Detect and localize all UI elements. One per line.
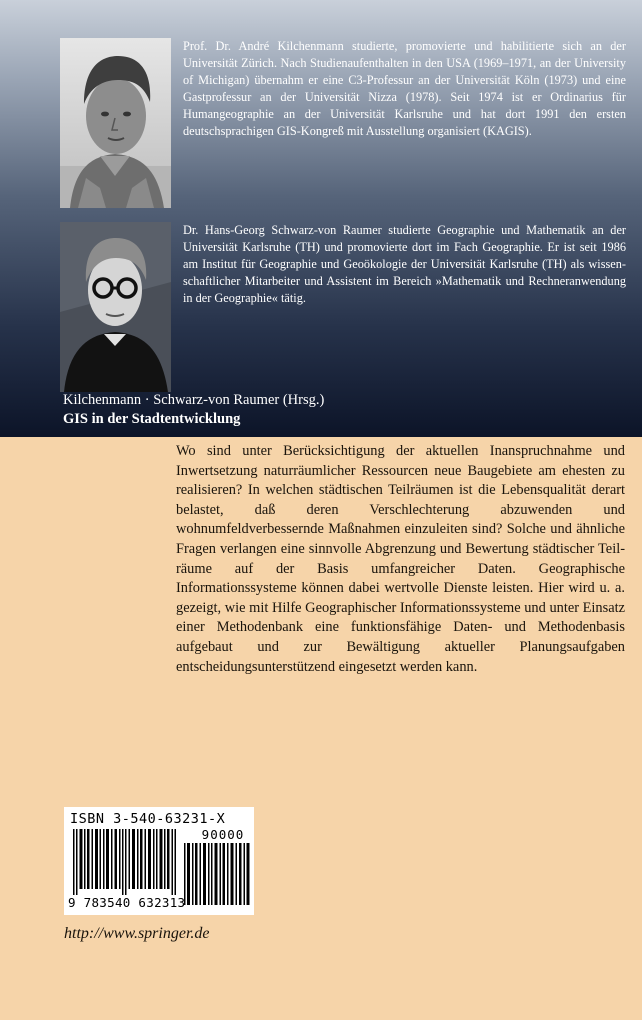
barcode [64, 807, 254, 915]
book-editors: Kilchenmann · Schwarz-von Raumer (Hrsg.) [63, 392, 325, 408]
author1-bio: Prof. Dr. André Kilchenmann studierte, promovierte und habilitierte sich an der Universität Zürich. Nach Studienaufenthalten in den USA (1969–1971, an der University of Michigan) übernahm er eine C3-Professur an der Universität Köln (1973) und eine Gastprofessur an der Universität Nizza (1978). Seit 1974 ist er Ordinarius für Humangeographie an der Universität Karlsruhe und hat dort 1991 den ersten deutschsprachigen GIS-Kongreß mit Ausstellung organisiert (KAGIS). [183, 39, 626, 138]
isbn-label: ISBN 3-540-63231-X [70, 811, 226, 827]
author2-photo [60, 222, 171, 392]
blurb-text: Wo sind unter Berücksichtigung der aktuellen Inanspruchnahme und Inwertsetzung naturräumlicher Ressourcen neue Baugebiete am ehesten zu realisieren? In welchen städtischen Teilräumen ist die Lebensqualität derart belastet, daß deren Verschlechterung abzuwenden und wohnumfeldverbessernde Maßnahmen einzuleiten sind? Solche und ähnliche Fragen verlangen eine sinnvolle Abgrenzung und Bewertung städtischer Teilräume auf der Basis umfangreicher Daten. Geographische Informationssysteme können dabei wertvolle Dienste leisten. Hier wird u. a. gezeigt, wie mit Hilfe Geographischer Informationssysteme und unter Einsatz einer Methodenbank eine funktionsfähige Daten- und Methodenbasis aufgebaut und zur Bewältigung aktueller Planungsaufgaben entscheidungsunterstützend eingesetzt werden kann. [176, 443, 625, 675]
book-credit [63, 391, 623, 429]
addon-code: 90000 [201, 827, 245, 842]
book-title: GIS in der Stadtentwicklung [63, 411, 241, 427]
author1-photo [60, 38, 171, 208]
ean-number: 9 783540 632313 [68, 895, 186, 910]
publisher-url[interactable]: http://www.springer.de [64, 925, 210, 942]
author2-bio: Dr. Hans-Georg Schwarz-von Raumer studierte Geographie und Mathematik an der Universität Karlsruhe (TH) und promovierte dort im Fach Geographie. Er ist seit 1986 am Institut für Geographie und Geoökologie der Universität Karlsruhe (TH) als wissenschaftlicher Mitarbeiter und Assistent im Bereich »Mathematik und Rechneranwendung in der Geographie« tätig. [183, 223, 626, 305]
